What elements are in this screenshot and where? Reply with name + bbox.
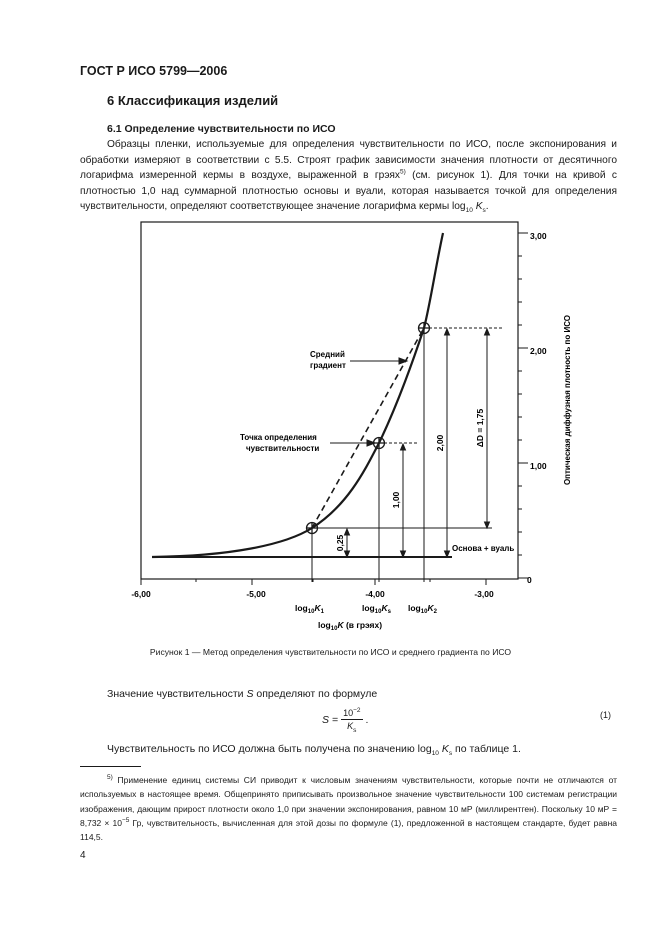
formula-intro: Значение чувствительности S определяют по формуле [107,688,378,700]
y-tick-label: 2,00 [530,346,547,356]
y-tick-label: 3,00 [530,231,547,241]
x-axis-ticks [141,579,486,585]
sensitivity-text: Чувствительность по ИСО должна быть получена по значению $\log_{10} K_s$ по таблице 1. [107,743,521,758]
dim-label-025: 0,25 [335,534,345,552]
formula: S = $\frac{10^{-2}}{K_s}$ . [322,707,369,734]
x-tick-label: -6,00 [131,589,151,599]
subsection-title: 6.1 Определение чувствительности по ИСО [107,123,336,135]
sensitivity-point-label-2: чувствительности [246,444,320,453]
x-axis-label: $\log_{10}K$ (в грэях) [318,620,383,632]
formula-number: (1) [600,710,611,720]
dim-label-200: 2,00 [435,434,445,452]
body-paragraph: Образцы пленки, используемые для определения чувствительности по ИСО, после экспонирования и обработки измеряют в соответствии с 5.5. Строят график зависимости значения плотности от десятичного логарифма измеренной кермы в воздухе, выраженной в грэях$^{5)}$ (см. рисунок 1). Для точки на кривой с плотностью 1,0 над суммарной плотностью основы и вуали, которая называется точкой для определения чувствительности, определяют соответствующее значение логарифма кермы $\log_{10} K_s$. [80,139,617,215]
figure-caption: Рисунок 1 — Метод определения чувствительности по ИСО и среднего градиента по ИСО [149,647,512,657]
avg-gradient-label-2: градиент [310,361,346,370]
arrowhead [485,329,490,335]
log-ks-label: $\log_{10}K_s$ [362,603,391,615]
page-header: ГОСТ Р ИСО 5799—2006 [80,64,228,78]
plot-frame [141,222,518,579]
x-tick-label: -5,00 [246,589,266,599]
formula-fraction: $\frac{10^{-2}}{K_s}$ [343,707,361,734]
arrowhead [345,529,350,535]
x-tick-label: -4,00 [365,589,385,599]
section-title: 6 Классификация изделий [107,93,279,108]
base-fog-label: Основа + вуаль [452,544,515,553]
dim-label-delta-d: ΔD = 1,75 [475,408,485,448]
arrowhead [485,522,490,528]
x-tick-label: -3,00 [474,589,494,599]
arrowhead [445,329,450,335]
arrowhead [401,444,406,450]
log-k1-label: $\log_{10}K_1$ [295,603,324,615]
dim-label-100: 1,00 [391,491,401,509]
footnote-separator [80,766,141,767]
page-number: 4 [80,850,86,861]
y-tick-label: 1,00 [530,461,547,471]
sensitivity-point-label-1: Точка определения [240,433,317,442]
log-k2-label: $\log_{10}K_2$ [408,603,437,615]
avg-gradient-label-1: Средний [310,350,345,359]
y-axis-ticks [518,233,528,578]
footnote: $^{5)}$ Применение единиц системы СИ приводит к числовым значениям чувствительности, которые почти не отличаются от используемых в настоящее время. Общепринято приписывать произвольное значение чувствительности 100 системам регистрации изображения, дающим прирост плотности около 1,0 при значении экспонирования, равном 10 мР (миллирентген). Поскольку 10 мР = $8,732 \times 10^{-5}$ Гр, чувствительность, вычисленная для этой дозы по формуле (1), предложенной в настоящем стандарте, будет равна 114,5. [80,774,617,843]
y-tick-label: 0 [527,575,532,585]
y-axis-label: Оптическая диффузная плотность по ИСО [563,314,572,486]
